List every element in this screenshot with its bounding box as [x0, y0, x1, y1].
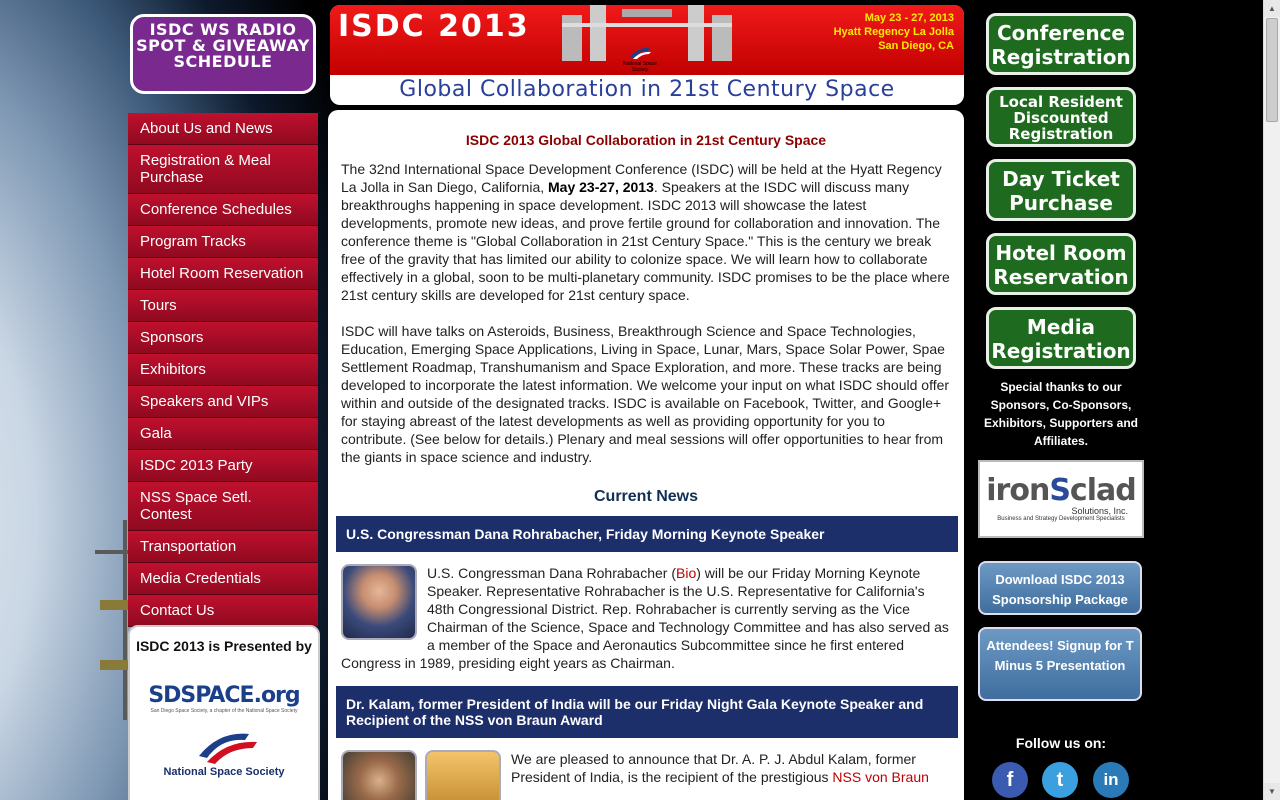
nav-sponsors[interactable]: Sponsors [128, 322, 318, 354]
linkedin-icon[interactable]: in [1093, 762, 1129, 798]
scroll-down-arrow-icon[interactable]: ▼ [1264, 783, 1280, 800]
banner-date-location: May 23 - 27, 2013 Hyatt Regency La Jolla San Diego, CA [833, 12, 954, 52]
main-nav [128, 113, 318, 627]
banner-nss-logo: National Space Society [620, 45, 660, 73]
nav-nss-space-setl-contest[interactable]: NSS Space Setl. Contest [128, 482, 318, 531]
news-body-kalam: We are pleased to announce that Dr. A. P. J. Abdul Kalam, former President of India, is the recipient of the prestigious NSS von Braun [341, 750, 952, 800]
nav-contact-us[interactable]: Contact Us [128, 595, 318, 627]
nav-speakers-and-vips[interactable]: Speakers and VIPs [128, 386, 318, 418]
scroll-up-arrow-icon[interactable]: ▲ [1264, 0, 1280, 17]
banner-title: ISDC 2013 [338, 9, 530, 44]
scrollbar-thumb[interactable] [1266, 18, 1278, 122]
nss-logo-label: National Space Society [163, 766, 285, 778]
kalam-photo [341, 750, 417, 800]
nav-exhibitors[interactable]: Exhibitors [128, 354, 318, 386]
main-content [328, 110, 964, 800]
download-sponsorship-package-button[interactable]: Download ISDC 2013 Sponsorship Package [978, 561, 1142, 615]
day-ticket-purchase-button[interactable]: Day Ticket Purchase [986, 159, 1136, 221]
tminus5-signup-button[interactable]: Attendees! Signup for T Minus 5 Presentation [978, 627, 1142, 701]
nss-logo-icon[interactable] [179, 726, 269, 766]
banner-tagline: Global Collaboration in 21st Century Space [399, 77, 895, 102]
award-statue-photo [425, 750, 501, 800]
news-title-rohrabacher: U.S. Congressman Dana Rohrabacher, Friday Morning Keynote Speaker [336, 516, 958, 552]
media-registration-button[interactable]: Media Registration [986, 307, 1136, 369]
facebook-icon[interactable]: f [992, 762, 1028, 798]
nav-transportation[interactable]: Transportation [128, 531, 318, 563]
nav-program-tracks[interactable]: Program Tracks [128, 226, 318, 258]
sdspace-tagline: San Diego Space Society, a chapter of the National Space Society [150, 708, 298, 714]
sponsors-thanks-text: Special thanks to our Sponsors, Co-Sponsors, Exhibitors, Supporters and Affiliates. [983, 380, 1139, 448]
hotel-room-reservation-button[interactable]: Hotel Room Reservation [986, 233, 1136, 295]
nav-conference-schedules[interactable]: Conference Schedules [128, 194, 318, 226]
nav-gala[interactable]: Gala [128, 418, 318, 450]
nav-about-us-and-news[interactable]: About Us and News [128, 113, 318, 145]
page-scrollbar[interactable] [1263, 0, 1280, 800]
nav-media-credentials[interactable]: Media Credentials [128, 563, 318, 595]
current-news-heading: Current News [593, 488, 699, 505]
conference-registration-button[interactable]: Conference Registration [986, 13, 1136, 75]
bio-link[interactable]: Bio [676, 565, 697, 581]
ironsclad-sponsor-logo[interactable]: ironSclad Solutions, Inc. Business and Strategy Development Specialists [978, 460, 1144, 538]
news-title-kalam: Dr. Kalam, former President of India will be our Friday Night Gala Keynote Speaker and Recipient of the NSS von Braun Award [336, 686, 958, 738]
nav-isdc-2013-party[interactable]: ISDC 2013 Party [128, 450, 318, 482]
radio-spot-schedule-button[interactable]: ISDC WS RADIO SPOT & GIVEAWAY SCHEDULE [130, 14, 316, 94]
nav-hotel-room-reservation[interactable]: Hotel Room Reservation [128, 258, 318, 290]
news-body-rohrabacher: U.S. Congressman Dana Rohrabacher (Bio) will be our Friday Morning Keynote Speaker. Representative Rohrabacher is the U.S. Representative for California's 48th Congressional District. Rep. Rohrabacher is currently serving as the Vice Chairman of the Science, Space and Technology Committee and has also served as a member of the Space and Aeronautics Subcommittee since he first entered Congress in 1989, presiding eight years as Chairman. [341, 565, 949, 671]
header-banner [330, 5, 964, 105]
tracks-paragraph: ISDC will have talks on Asteroids, Business, Breakthrough Science and Space Technologies, Education, Emerging Space Applications, Living in Space, Lunar, Mars, Space Solar Power, Spae Settlement Roadmap, Transhumanism and Space Exploration, and more. These tracks are being developed to incorporate the latest information. We welcome your input on what ISDC should offer within and outside of the designated tracks. ISDC is available on Facebook, Twitter, and Google+ for staying abreast of the latest developments as well as providing opportunity for you to contribute. (See below for details.) Plenary and meal sessions will offer opportunities to hear from the giants in space science and industry. [341, 323, 950, 465]
nss-von-braun-link[interactable]: NSS von Braun [832, 769, 929, 785]
local-resident-registration-button[interactable]: Local Resident Discounted Registration [986, 87, 1136, 147]
follow-us-label: Follow us on: [1015, 735, 1107, 751]
presented-by-title: ISDC 2013 is Presented by [136, 638, 312, 654]
page-title: ISDC 2013 Global Collaboration in 21st Century Space [465, 132, 827, 148]
nav-registration-meal-purchase[interactable]: Registration & Meal Purchase [128, 145, 318, 194]
nav-tours[interactable]: Tours [128, 290, 318, 322]
right-sidebar [986, 13, 1136, 369]
sdspace-logo[interactable]: SDSPACE.org [148, 683, 300, 708]
presented-by-box [128, 625, 320, 800]
twitter-icon[interactable]: t [1042, 762, 1078, 798]
intro-paragraph: The 32nd International Space Development Conference (ISDC) will be held at the Hyatt Regency La Jolla in San Diego, California, May 23-27, 2013. Speakers at the ISDC will discuss many breakthroughs happening in space development. ISDC 2013 will showcase the latest developments, promote new ideas, and prove fertile ground for collaboration and innovation. The conference theme is "Global Collaboration in 21st Century Space." This is the century we break free of the gravity that has limited our ability to colonize space. We will learn how to collaborate effectively in a global, soon to be multi-planetary community. ISDC promises to be the place where 21st century skills are developed for 21st century space. [341, 161, 950, 303]
rohrabacher-photo [341, 564, 417, 640]
